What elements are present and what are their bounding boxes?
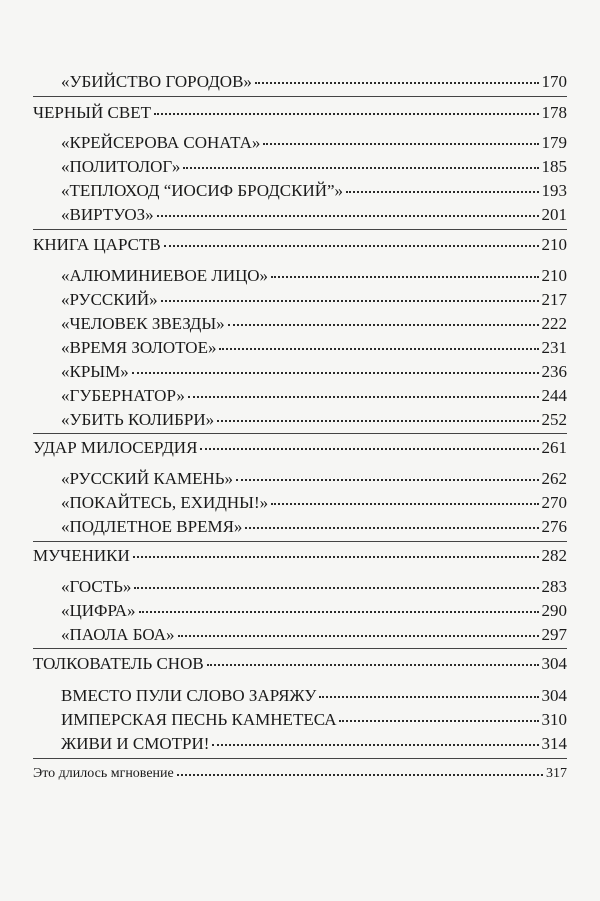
toc-entry-title: ЖИВИ И СМОТРИ! (61, 734, 210, 753)
dot-leader (319, 696, 538, 698)
toc-entry-page: 282 (541, 546, 567, 565)
toc-entry-title: ИМПЕРСКАЯ ПЕСНЬ КАМНЕТЕСА (61, 710, 337, 729)
toc-entry-title: «УБИТЬ КОЛИБРИ» (61, 410, 215, 429)
toc-entry-title: «РУССКИЙ КАМЕНЬ» (61, 469, 234, 488)
toc-entry-page: 244 (541, 386, 567, 405)
toc-entry-page: 217 (541, 290, 567, 309)
toc-entry (61, 133, 567, 153)
toc-entry-page: 317 (546, 766, 567, 781)
dot-leader (132, 372, 539, 374)
toc-entry-page: 185 (541, 157, 567, 176)
toc-entry-title: «ПАОЛА БОА» (61, 625, 175, 644)
section-divider (33, 96, 567, 97)
toc-entry-page: 222 (541, 314, 567, 333)
toc-entry-title: «ПОДЛЕТНОЕ ВРЕМЯ» (61, 517, 243, 536)
toc-entry-page: 310 (541, 710, 567, 729)
toc-entry-title: «ГОСТЬ» (61, 577, 132, 596)
dot-leader (245, 527, 538, 529)
toc-entry-page: 210 (541, 235, 567, 254)
toc-entry (61, 266, 567, 286)
toc-entry-title: «УБИЙСТВО ГОРОДОВ» (61, 72, 252, 91)
toc-entry-page: 252 (541, 410, 567, 429)
toc-entry-page: 304 (541, 686, 567, 705)
toc-entry (61, 362, 567, 382)
toc-entry-title: УДАР МИЛОСЕРДИЯ (33, 438, 198, 457)
toc-entry (61, 577, 567, 597)
toc-entry-title: ТОЛКОВАТЕЛЬ СНОВ (33, 654, 204, 673)
toc-entry-title: «ПОЛИТОЛОГ» (61, 157, 181, 176)
dot-leader (133, 556, 539, 558)
toc-entry-page: 178 (541, 103, 567, 122)
toc-entry-title: «РУССКИЙ» (61, 290, 158, 309)
dot-leader (178, 635, 539, 637)
dot-leader (339, 720, 538, 722)
toc-entry (61, 601, 567, 621)
toc-entry (61, 710, 567, 730)
toc-entry (33, 764, 567, 784)
section-divider (33, 229, 567, 230)
toc-section-heading (33, 654, 567, 674)
dot-leader (219, 348, 538, 350)
toc-entry-title: «АЛЮМИНИЕВОЕ ЛИЦО» (61, 266, 268, 285)
toc-section-heading (33, 235, 567, 255)
toc-entry (61, 386, 567, 406)
toc-section-heading (33, 103, 567, 123)
toc-section-heading (33, 546, 567, 566)
toc-entry-title: КНИГА ЦАРСТВ (33, 235, 161, 254)
toc-entry (61, 72, 567, 92)
dot-leader (207, 664, 539, 666)
toc-entry-title: «ВИРТУОЗ» (61, 205, 154, 224)
dot-leader (161, 300, 539, 302)
toc-entry-title: «КРЫМ» (61, 362, 129, 381)
toc-entry-page: 304 (541, 654, 567, 673)
dot-leader (200, 448, 538, 450)
toc-section-heading (33, 438, 567, 458)
dot-leader (228, 324, 539, 326)
toc-entry (61, 410, 567, 430)
toc-entry-page: 261 (541, 438, 567, 457)
toc-entry-page: 179 (541, 133, 567, 152)
toc-entry-page: 231 (541, 338, 567, 357)
dot-leader (271, 276, 539, 278)
dot-leader (255, 82, 539, 84)
dot-leader (263, 143, 538, 145)
toc-entry-title: МУЧЕНИКИ (33, 546, 130, 565)
dot-leader (154, 113, 539, 115)
section-divider (33, 541, 567, 542)
dot-leader (188, 396, 539, 398)
toc-entry-page: 201 (541, 205, 567, 224)
toc-entry (61, 517, 567, 537)
toc-entry-page: 283 (541, 577, 567, 596)
toc-entry (61, 625, 567, 645)
toc-entry-title: Это длилось мгновение (33, 766, 174, 781)
toc-entry-title: «КРЕЙСЕРОВА СОНАТА» (61, 133, 261, 152)
toc-entry-page: 314 (541, 734, 567, 753)
toc-entry-page: 297 (541, 625, 567, 644)
toc-entry (61, 181, 567, 201)
toc-entry-title: «ПОКАЙТЕСЬ, ЕХИДНЫ!» (61, 493, 269, 512)
toc-entry-page: 170 (541, 72, 567, 91)
toc-entry-page: 236 (541, 362, 567, 381)
toc-entry-title: ЧЕРНЫЙ СВЕТ (33, 103, 151, 122)
dot-leader (271, 503, 538, 505)
dot-leader (139, 611, 539, 613)
toc-entry-page: 270 (541, 493, 567, 512)
toc-entry-page: 290 (541, 601, 567, 620)
dot-leader (217, 420, 538, 422)
dot-leader (183, 167, 538, 169)
dot-leader (212, 744, 538, 746)
section-divider (33, 758, 567, 759)
dot-leader (177, 774, 543, 776)
toc-entry (61, 290, 567, 310)
toc-entry (61, 314, 567, 334)
toc-entry-title: «ЦИФРА» (61, 601, 136, 620)
section-divider (33, 648, 567, 649)
dot-leader (164, 245, 539, 247)
dot-leader (236, 479, 538, 481)
toc-entry (61, 469, 567, 489)
dot-leader (134, 587, 538, 589)
dot-leader (157, 215, 539, 217)
toc-entry-title: ВМЕСТО ПУЛИ СЛОВО ЗАРЯЖУ (61, 686, 317, 705)
toc-entry (61, 338, 567, 358)
toc-entry (61, 205, 567, 225)
toc-entry (61, 157, 567, 177)
section-divider (33, 433, 567, 434)
toc-entry-page: 262 (541, 469, 567, 488)
toc-entry-page: 210 (541, 266, 567, 285)
toc-entry-title: «ТЕПЛОХОД “ИОСИФ БРОДСКИЙ”» (61, 181, 344, 200)
toc-entry (61, 734, 567, 754)
toc-entry-title: «ВРЕМЯ ЗОЛОТОЕ» (61, 338, 217, 357)
toc-entry-page: 276 (541, 517, 567, 536)
toc-entry (61, 493, 567, 513)
toc-entry-page: 193 (541, 181, 567, 200)
dot-leader (346, 191, 538, 193)
toc-entry-title: «ГУБЕРНАТОР» (61, 386, 185, 405)
toc-entry (61, 686, 567, 706)
toc-entry-title: «ЧЕЛОВЕК ЗВЕЗДЫ» (61, 314, 225, 333)
